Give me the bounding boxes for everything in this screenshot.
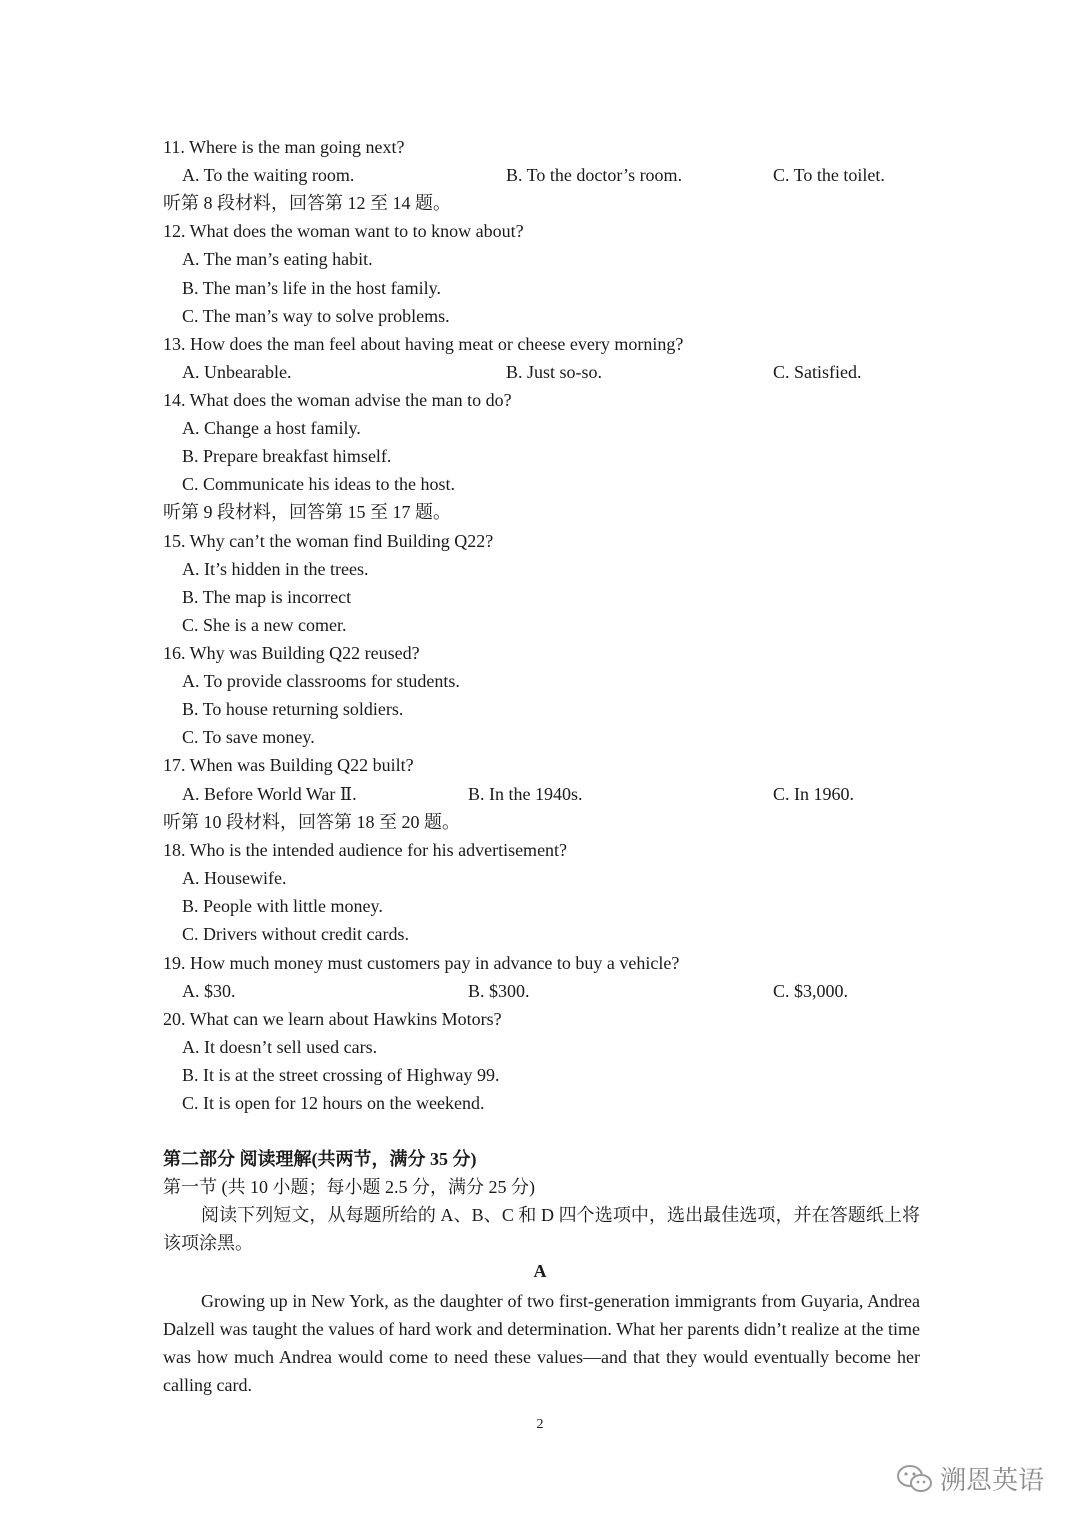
- q20-option-a: A. It doesn’t sell used cars.: [182, 1037, 378, 1057]
- wechat-icon: [896, 1463, 934, 1495]
- q20-option-b: B. It is at the street crossing of Highway 99.: [182, 1065, 500, 1085]
- q11-stem: 11. Where is the man going next?: [163, 137, 405, 157]
- section-8-instruction: 听第 8 段材料，回答第 12 至 14 题。: [163, 193, 451, 213]
- section-10-instruction: 听第 10 段材料，回答第 18 至 20 题。: [163, 812, 460, 832]
- q14-option-c: C. Communicate his ideas to the host.: [182, 474, 455, 494]
- q13-option-b: B. Just so-so.: [506, 362, 603, 382]
- q14-option-b: B. Prepare breakfast himself.: [182, 446, 392, 466]
- q20-option-c: C. It is open for 12 hours on the weekend.: [182, 1093, 485, 1113]
- q15-option-b: B. The map is incorrect: [182, 587, 352, 607]
- q13-option-a: A. Unbearable.: [182, 362, 292, 382]
- q17-option-c: C. In 1960.: [773, 784, 854, 804]
- q18-stem: 18. Who is the intended audience for his advertisement?: [163, 840, 568, 860]
- page-number: 2: [536, 1417, 544, 1432]
- q13-option-c: C. Satisfied.: [773, 362, 862, 382]
- q18-option-b: B. People with little money.: [182, 896, 383, 916]
- watermark-text: 溯恩英语: [940, 1466, 1045, 1496]
- q16-option-a: A. To provide classrooms for students.: [182, 671, 460, 691]
- q11-option-c: C. To the toilet.: [773, 165, 885, 185]
- q12-option-a: A. The man’s eating habit.: [182, 249, 373, 269]
- q14-option-a: A. Change a host family.: [182, 418, 361, 438]
- q11-option-b: B. To the doctor’s room.: [506, 165, 683, 185]
- part2-heading: 第二部分 阅读理解(共两节，满分 35 分): [163, 1149, 477, 1169]
- q12-option-c: C. The man’s way to solve problems.: [182, 306, 450, 326]
- q15-stem: 15. Why can’t the woman find Building Q22?: [163, 531, 494, 551]
- q17-stem: 17. When was Building Q22 built?: [163, 755, 414, 775]
- q16-stem: 16. Why was Building Q22 reused?: [163, 643, 420, 663]
- q12-stem: 12. What does the woman want to to know about?: [163, 221, 524, 241]
- q18-option-c: C. Drivers without credit cards.: [182, 924, 409, 944]
- q19-option-c: C. $3,000.: [773, 981, 849, 1001]
- section-9-instruction: 听第 9 段材料，回答第 15 至 17 题。: [163, 502, 451, 522]
- q17-option-b: B. In the 1940s.: [468, 784, 583, 804]
- part2-section1-title: 第一节 (共 10 小题；每小题 2.5 分，满分 25 分): [163, 1177, 535, 1197]
- q19-option-b: B. $300.: [468, 981, 530, 1001]
- q19-stem: 19. How much money must customers pay in advance to buy a vehicle?: [163, 953, 680, 973]
- q17-option-a: A. Before World War Ⅱ.: [182, 784, 357, 804]
- q19-option-a: A. $30.: [182, 981, 236, 1001]
- q18-option-a: A. Housewife.: [182, 868, 287, 888]
- part2-instruction: 阅读下列短文，从每题所给的 A、B、C 和 D 四个选项中，选出最佳选项，并在答题纸上将该项涂黑。: [163, 1205, 920, 1253]
- q15-option-a: A. It’s hidden in the trees.: [182, 559, 369, 579]
- q16-option-c: C. To save money.: [182, 727, 315, 747]
- q14-stem: 14. What does the woman advise the man to do?: [163, 390, 512, 410]
- watermark: [896, 1460, 1044, 1497]
- passage-a-text: Growing up in New York, as the daughter of two first-generation immigrants from Guyaria, Andrea Dalzell was taught the values of hard work and determination. What her parents didn’t realize at the time was how much Andrea would come to need these values—and that they would eventually become her calling card.: [163, 1291, 920, 1395]
- passage-label: A: [533, 1261, 547, 1281]
- q16-option-b: B. To house returning soldiers.: [182, 699, 404, 719]
- q13-stem: 13. How does the man feel about having meat or cheese every morning?: [163, 334, 684, 354]
- q20-stem: 20. What can we learn about Hawkins Motors?: [163, 1009, 502, 1029]
- q15-option-c: C. She is a new comer.: [182, 615, 347, 635]
- q12-option-b: B. The man’s life in the host family.: [182, 278, 441, 298]
- q11-option-a: A. To the waiting room.: [182, 165, 355, 185]
